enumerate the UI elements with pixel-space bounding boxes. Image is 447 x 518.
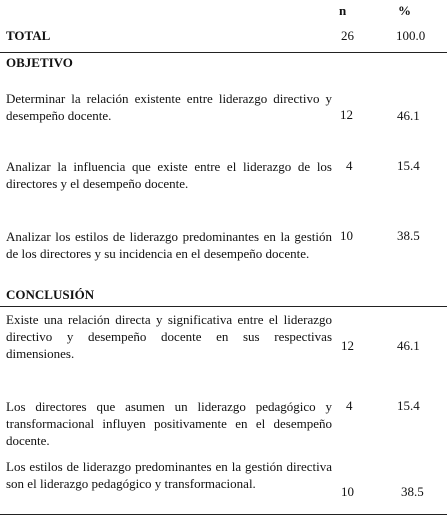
divider-after-conclusion-title [0,306,447,307]
objetivo-row-2-text: Analizar la influencia que existe entre el liderazgo de los directores y el desempeño docente. [6,159,332,191]
conclusion-row-1-text: Existe una relación directa y significativa entre el liderazgo directivo y desempeño docente en sus respectivas dimensiones. [6,312,332,361]
total-n: 26 [341,28,354,43]
objetivo-row-1-n: 12 [340,107,353,122]
objetivo-row-3-text: Analizar los estilos de liderazgo predominantes en la gestión de los directores y su incidencia en el desempeño docente. [6,229,332,261]
objetivo-row-3-n: 10 [340,228,353,243]
conclusion-row-2-n: 4 [346,398,353,413]
pct-column-header: % [398,3,411,18]
conclusion-row-3-pct: 38.5 [401,484,424,499]
conclusion-row-3-text: Los estilos de liderazgo predominantes en la gestión directiva son el liderazgo pedagógico y transformacional. [6,459,332,491]
divider-after-total [0,52,447,53]
table-bottom-border [0,514,447,515]
total-label: TOTAL [6,28,51,43]
objetivo-row-3-pct: 38.5 [397,228,420,243]
section-title-conclusion: CONCLUSIÓN [6,287,95,302]
conclusion-row-2-pct: 15.4 [397,398,420,413]
conclusion-row-3-n: 10 [341,484,354,499]
conclusion-row-1-n: 12 [341,338,354,353]
section-title-objetivo: OBJETIVO [6,55,73,70]
objetivo-row-2-n: 4 [346,158,353,173]
total-pct: 100.0 [396,28,426,43]
conclusion-row-2-text: Los directores que asumen un liderazgo pedagógico y transformacional influyen positivamente en el desempeño docente. [6,399,332,448]
objetivo-row-1-text: Determinar la relación existente entre liderazgo directivo y desempeño docente. [6,91,332,123]
objetivo-row-2-pct: 15.4 [397,158,420,173]
n-column-header: n [339,3,347,18]
conclusion-row-1-pct: 46.1 [397,338,420,353]
objetivo-row-1-pct: 46.1 [397,108,420,123]
